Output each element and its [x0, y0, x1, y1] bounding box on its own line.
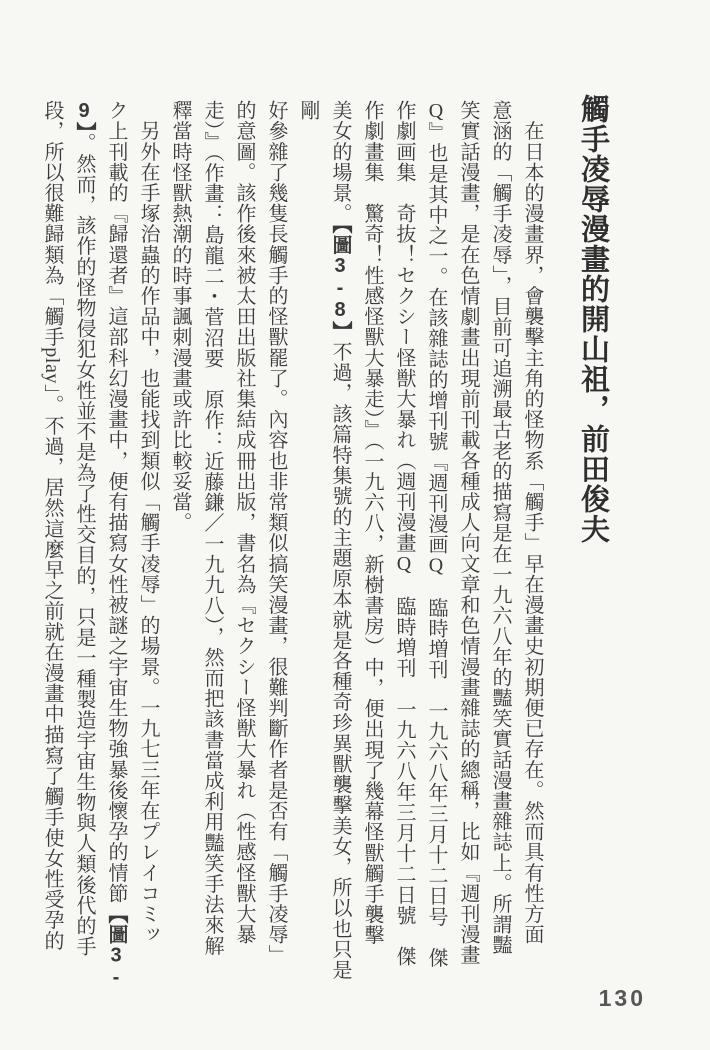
- page-number: 130: [598, 985, 646, 1011]
- page-title: 觸手凌辱漫畫的開山祖，前田俊夫: [577, 94, 609, 544]
- text-column-11: 釋當時怪獸熱潮的時事諷刺漫畫或許比較妥當。: [169, 100, 191, 533]
- text-column-8: 好參雜了幾隻長觸手的怪獸罷了。內容也非常類似搞笑漫畫，很難判斷作者是否有「觸手凌辱」: [265, 100, 287, 966]
- text-column-1: 在日本的漫畫界，會襲擊主角的怪物系「觸手」早在漫畫史初期便已存在。然而具有性方面: [521, 100, 543, 945]
- body-text: [36, 100, 548, 996]
- text-column-12: 另外在手塚治蟲的作品中，也能找到類似「觸手凌辱」的場景。一九七三年在プレイコミッ: [137, 100, 159, 945]
- text-column-15: 段，所以很難歸類為「觸手play」。不過，居然這麼早之前就在漫畫中描寫了觸手使女性受孕的: [41, 100, 63, 951]
- text-column-3: 笑實話漫畫，是在色情劇畫出現前刊載各種成人向文章和色情漫畫雜誌的總稱，比如『週刊漫畫: [457, 100, 479, 966]
- text-column-2: 意涵的「觸手凌辱」，目前可追溯最古老的描寫是在一九六八年的豔笑實話漫畫雜誌上。所謂豔: [489, 100, 511, 956]
- text-column-9: 的意圖。該作後來被太田出版社集結成冊出版，書名為『セクシー怪獣大暴れ（性感怪獸大暴: [233, 100, 255, 945]
- text-column-4: Q』也是其中之一。在該雜誌的增刊號『週刊漫画Q 臨時増刊 一九六八年三月十二日号 傑: [425, 100, 447, 969]
- text-column-5: 作劇画集 奇抜！セクシー怪獣大暴れ（週刊漫畫Q 臨時増刊 一九六八年三月十二日號 傑: [393, 100, 415, 967]
- text-column-7: 美女的場景。【圖3-8】不過，該篇特集號的主題原本就是各種奇珍異獸襲擊美女，所以也只是剛: [297, 100, 351, 981]
- text-column-10: 走）』（作畫：島龍二・菅沼要 原作：近藤鎌／一九九八），然而把該書當成利用豔笑手法來解: [201, 100, 223, 956]
- text-column-13: ク上刊載的『歸還者』這部科幻漫畫中，便有描寫女性被謎之宇宙生物強暴後懷孕的情節【圖3-: [105, 100, 127, 989]
- text-column-14: 9】。然而，該作的怪物侵犯女性並不是為了性交目的，只是一種製造宇宙生物與人類後代的手: [73, 100, 95, 957]
- text-column-6: 作劇畫集 驚奇！性感怪獸大暴走）』（一九六八，新樹書房）中，便出現了幾幕怪獸觸手襲擊: [361, 100, 383, 946]
